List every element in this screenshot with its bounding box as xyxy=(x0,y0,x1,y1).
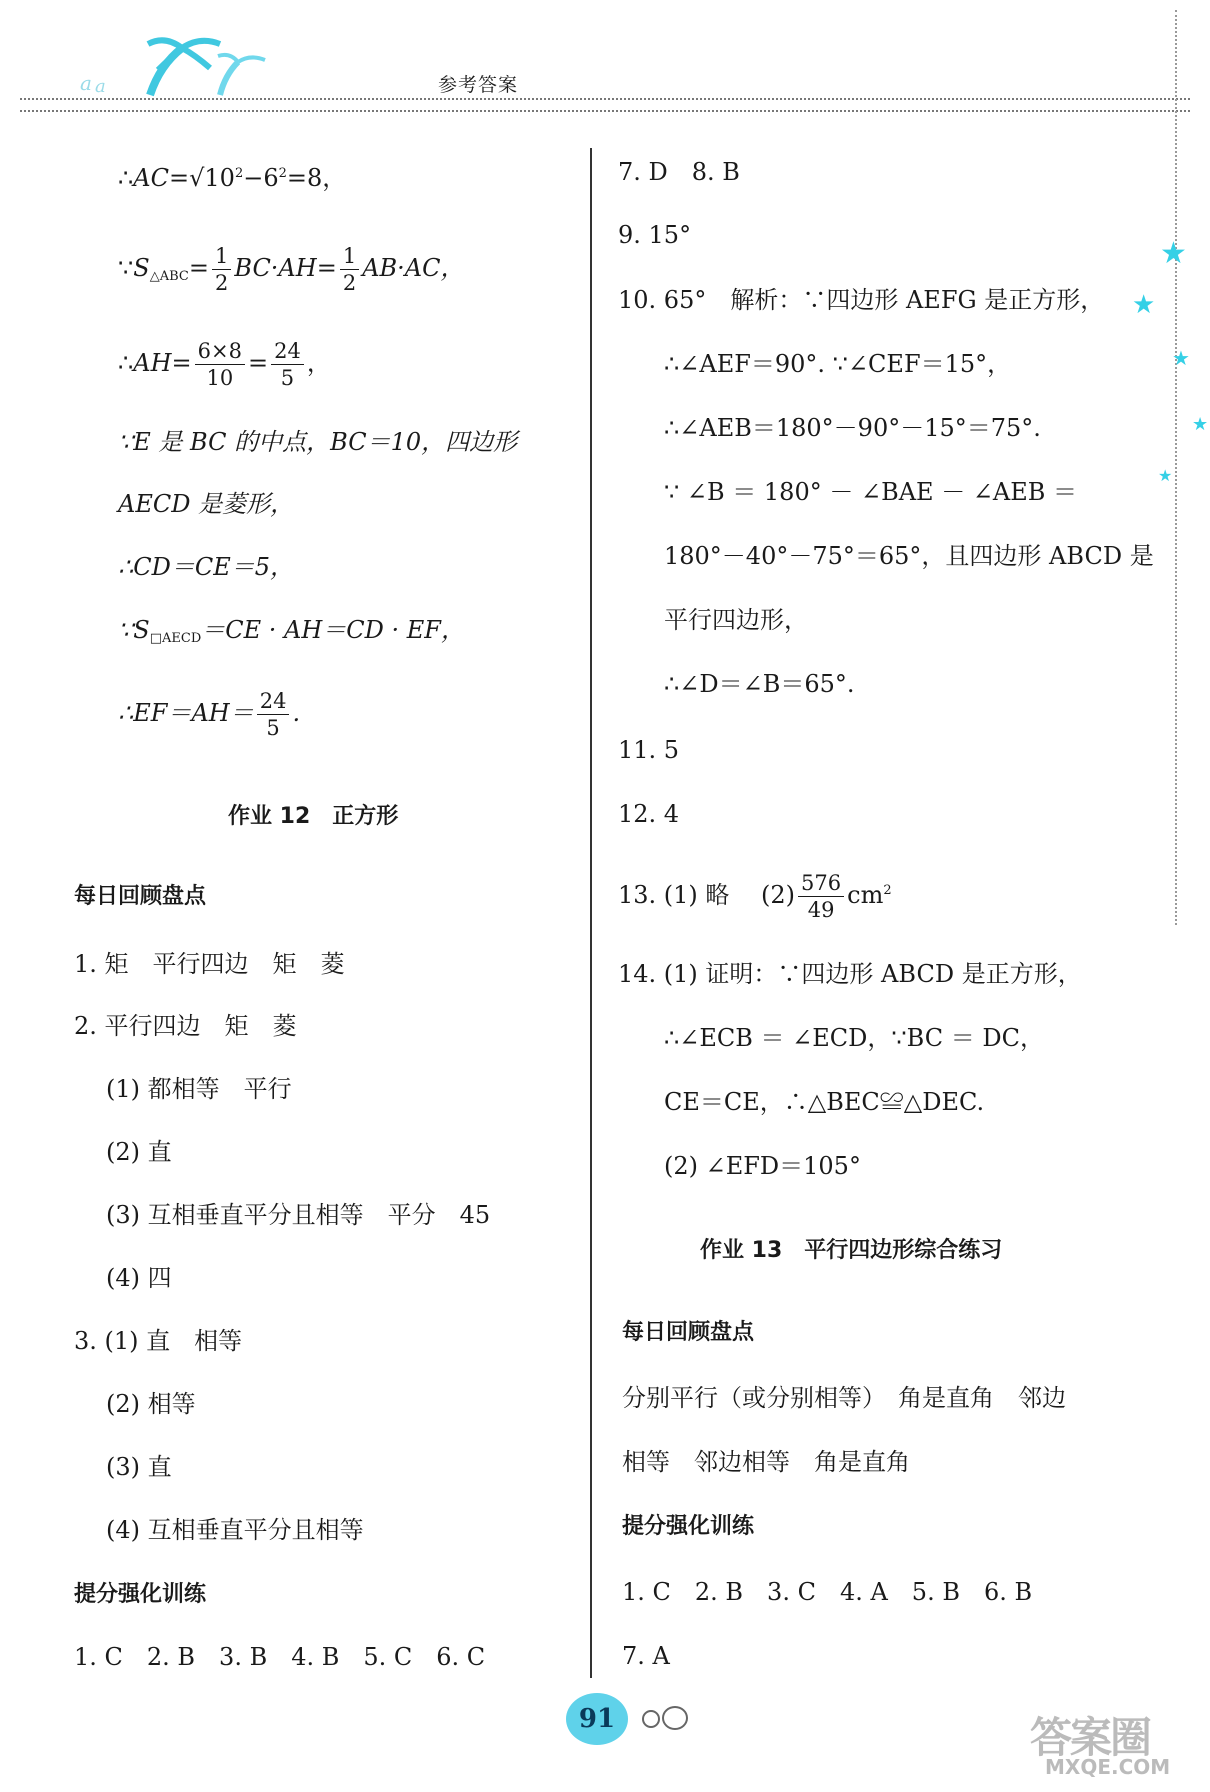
answer-9: 9. 15° xyxy=(618,221,692,249)
answer-3-3: (3) 直 xyxy=(106,1453,172,1481)
right-dotted-rule xyxy=(1175,10,1177,925)
subsection-boost: 提分强化训练 xyxy=(74,1582,207,1607)
answer-10-line-5: 180°－40°－75°＝65°，且四边形 ABCD 是 xyxy=(664,542,1154,570)
answer-11: 11. 5 xyxy=(618,736,680,764)
left-line-2: $\because S_{\triangle ABC}=$ $\frac{1}{2}$ BC·AH= $\frac{1}{2}$ AB·AC， xyxy=(118,244,465,296)
answer-2-4: (4) 四 xyxy=(106,1264,172,1292)
header-divider xyxy=(20,98,1190,100)
watermark-logo: 答案圈 xyxy=(1030,1713,1151,1762)
answer-10-line-3: ∴∠AEB＝180°－90°－15°＝75°. xyxy=(664,414,1041,442)
header-logo xyxy=(70,30,290,100)
page-number: 91 xyxy=(566,1693,628,1745)
star-icon: ★ xyxy=(1192,414,1209,435)
subsection-review: 每日回顾盘点 xyxy=(74,884,207,909)
star-icon: ★ xyxy=(1172,346,1190,370)
answer-7b: 7. A xyxy=(622,1642,670,1670)
section-title-hw13: 作业 13 平行四边形综合练习 xyxy=(700,1238,1003,1263)
page-number-decor xyxy=(662,1706,688,1730)
watermark-url: MXQE.COM xyxy=(1045,1755,1171,1779)
answer-14: 14. (1) 证明：∵四边形 ABCD 是正方形， xyxy=(618,960,1082,988)
subsection-boost-2: 提分强化训练 xyxy=(622,1514,755,1539)
review-line-1: 分别平行（或分别相等） 角是直角 邻边 xyxy=(622,1384,1066,1412)
answers-mcq: 1. C 2. B 3. B 4. B 5. C 6. C xyxy=(74,1643,486,1671)
answer-1: 1. 矩 平行四边 矩 菱 xyxy=(74,950,345,978)
answer-10-line-6: 平行四边形， xyxy=(664,606,808,634)
subsection-review-2: 每日回顾盘点 xyxy=(622,1320,755,1345)
answer-13: 13. (1) 略 (2) $\frac{576}{49}$ $cm^2$ xyxy=(618,871,892,923)
left-line-7: $\because S_{□AECD}=CE \cdot AH=CD$ · EF， xyxy=(118,616,465,646)
left-line-6: ∴CD＝CE＝5， xyxy=(118,553,295,581)
answer-10-line-2: ∴∠AEF＝90°. ∵∠CEF＝15°， xyxy=(664,350,1012,378)
answer-14-line-3: CE＝CE，∴△BEC≌△DEC. xyxy=(664,1088,985,1116)
answer-3: 3. (1) 直 相等 xyxy=(74,1327,243,1355)
header-divider-2 xyxy=(20,110,1190,112)
left-line-3: ∴AH= $\frac{6\times 8}{10}$ = $\frac{24}{5}$ ， xyxy=(118,339,331,391)
answers-mcq-2: 1. C 2. B 3. C 4. A 5. B 6. B xyxy=(622,1578,1033,1606)
answer-10-line-4: ∵ ∠B ＝ 180° － ∠BAE － ∠AEB ＝ xyxy=(664,478,1078,506)
left-line-8: ∴EF＝AH＝ $\frac{24}{5}$ . xyxy=(118,689,301,741)
star-icon: ★ xyxy=(1158,466,1173,485)
answer-2-2: (2) 直 xyxy=(106,1138,172,1166)
section-title-hw12: 作业 12 正方形 xyxy=(228,804,399,829)
left-line-4: ∵E 是 BC 的中点，BC＝10，四边形 xyxy=(118,428,518,456)
answer-2-3: (3) 互相垂直平分且相等 平分 45 xyxy=(106,1201,491,1229)
left-line-1: $\therefore AC=√10^2-6^2=8$， xyxy=(118,164,347,192)
star-icon: ★ xyxy=(1160,236,1187,271)
answer-10-line-7: ∴∠D＝∠B＝65°. xyxy=(664,670,855,698)
column-divider xyxy=(590,148,592,1678)
svg-text:a: a xyxy=(80,71,92,95)
review-line-2: 相等 邻边相等 角是直角 xyxy=(622,1448,910,1476)
answer-2-1: (1) 都相等 平行 xyxy=(106,1075,292,1103)
page-number-decor xyxy=(642,1710,660,1728)
star-icon: ★ xyxy=(1132,290,1156,320)
answer-2: 2. 平行四边 矩 菱 xyxy=(74,1012,297,1040)
answer-14-line-2: ∴∠ECB ＝ ∠ECD，∵BC ＝ DC， xyxy=(664,1024,1044,1052)
answer-14-line-4: (2) ∠EFD＝105° xyxy=(664,1152,861,1180)
answer-7-8: 7. D 8. B xyxy=(618,158,740,186)
answer-12: 12. 4 xyxy=(618,800,680,828)
header-title: 参考答案 xyxy=(438,74,519,96)
answer-3-4: (4) 互相垂直平分且相等 xyxy=(106,1516,364,1544)
left-line-5: AECD 是菱形， xyxy=(118,490,295,518)
answer-3-2: (2) 相等 xyxy=(106,1390,196,1418)
svg-text:a: a xyxy=(95,76,106,97)
answer-10: 10. 65° 解析：∵四边形 AEFG 是正方形， xyxy=(618,286,1105,314)
